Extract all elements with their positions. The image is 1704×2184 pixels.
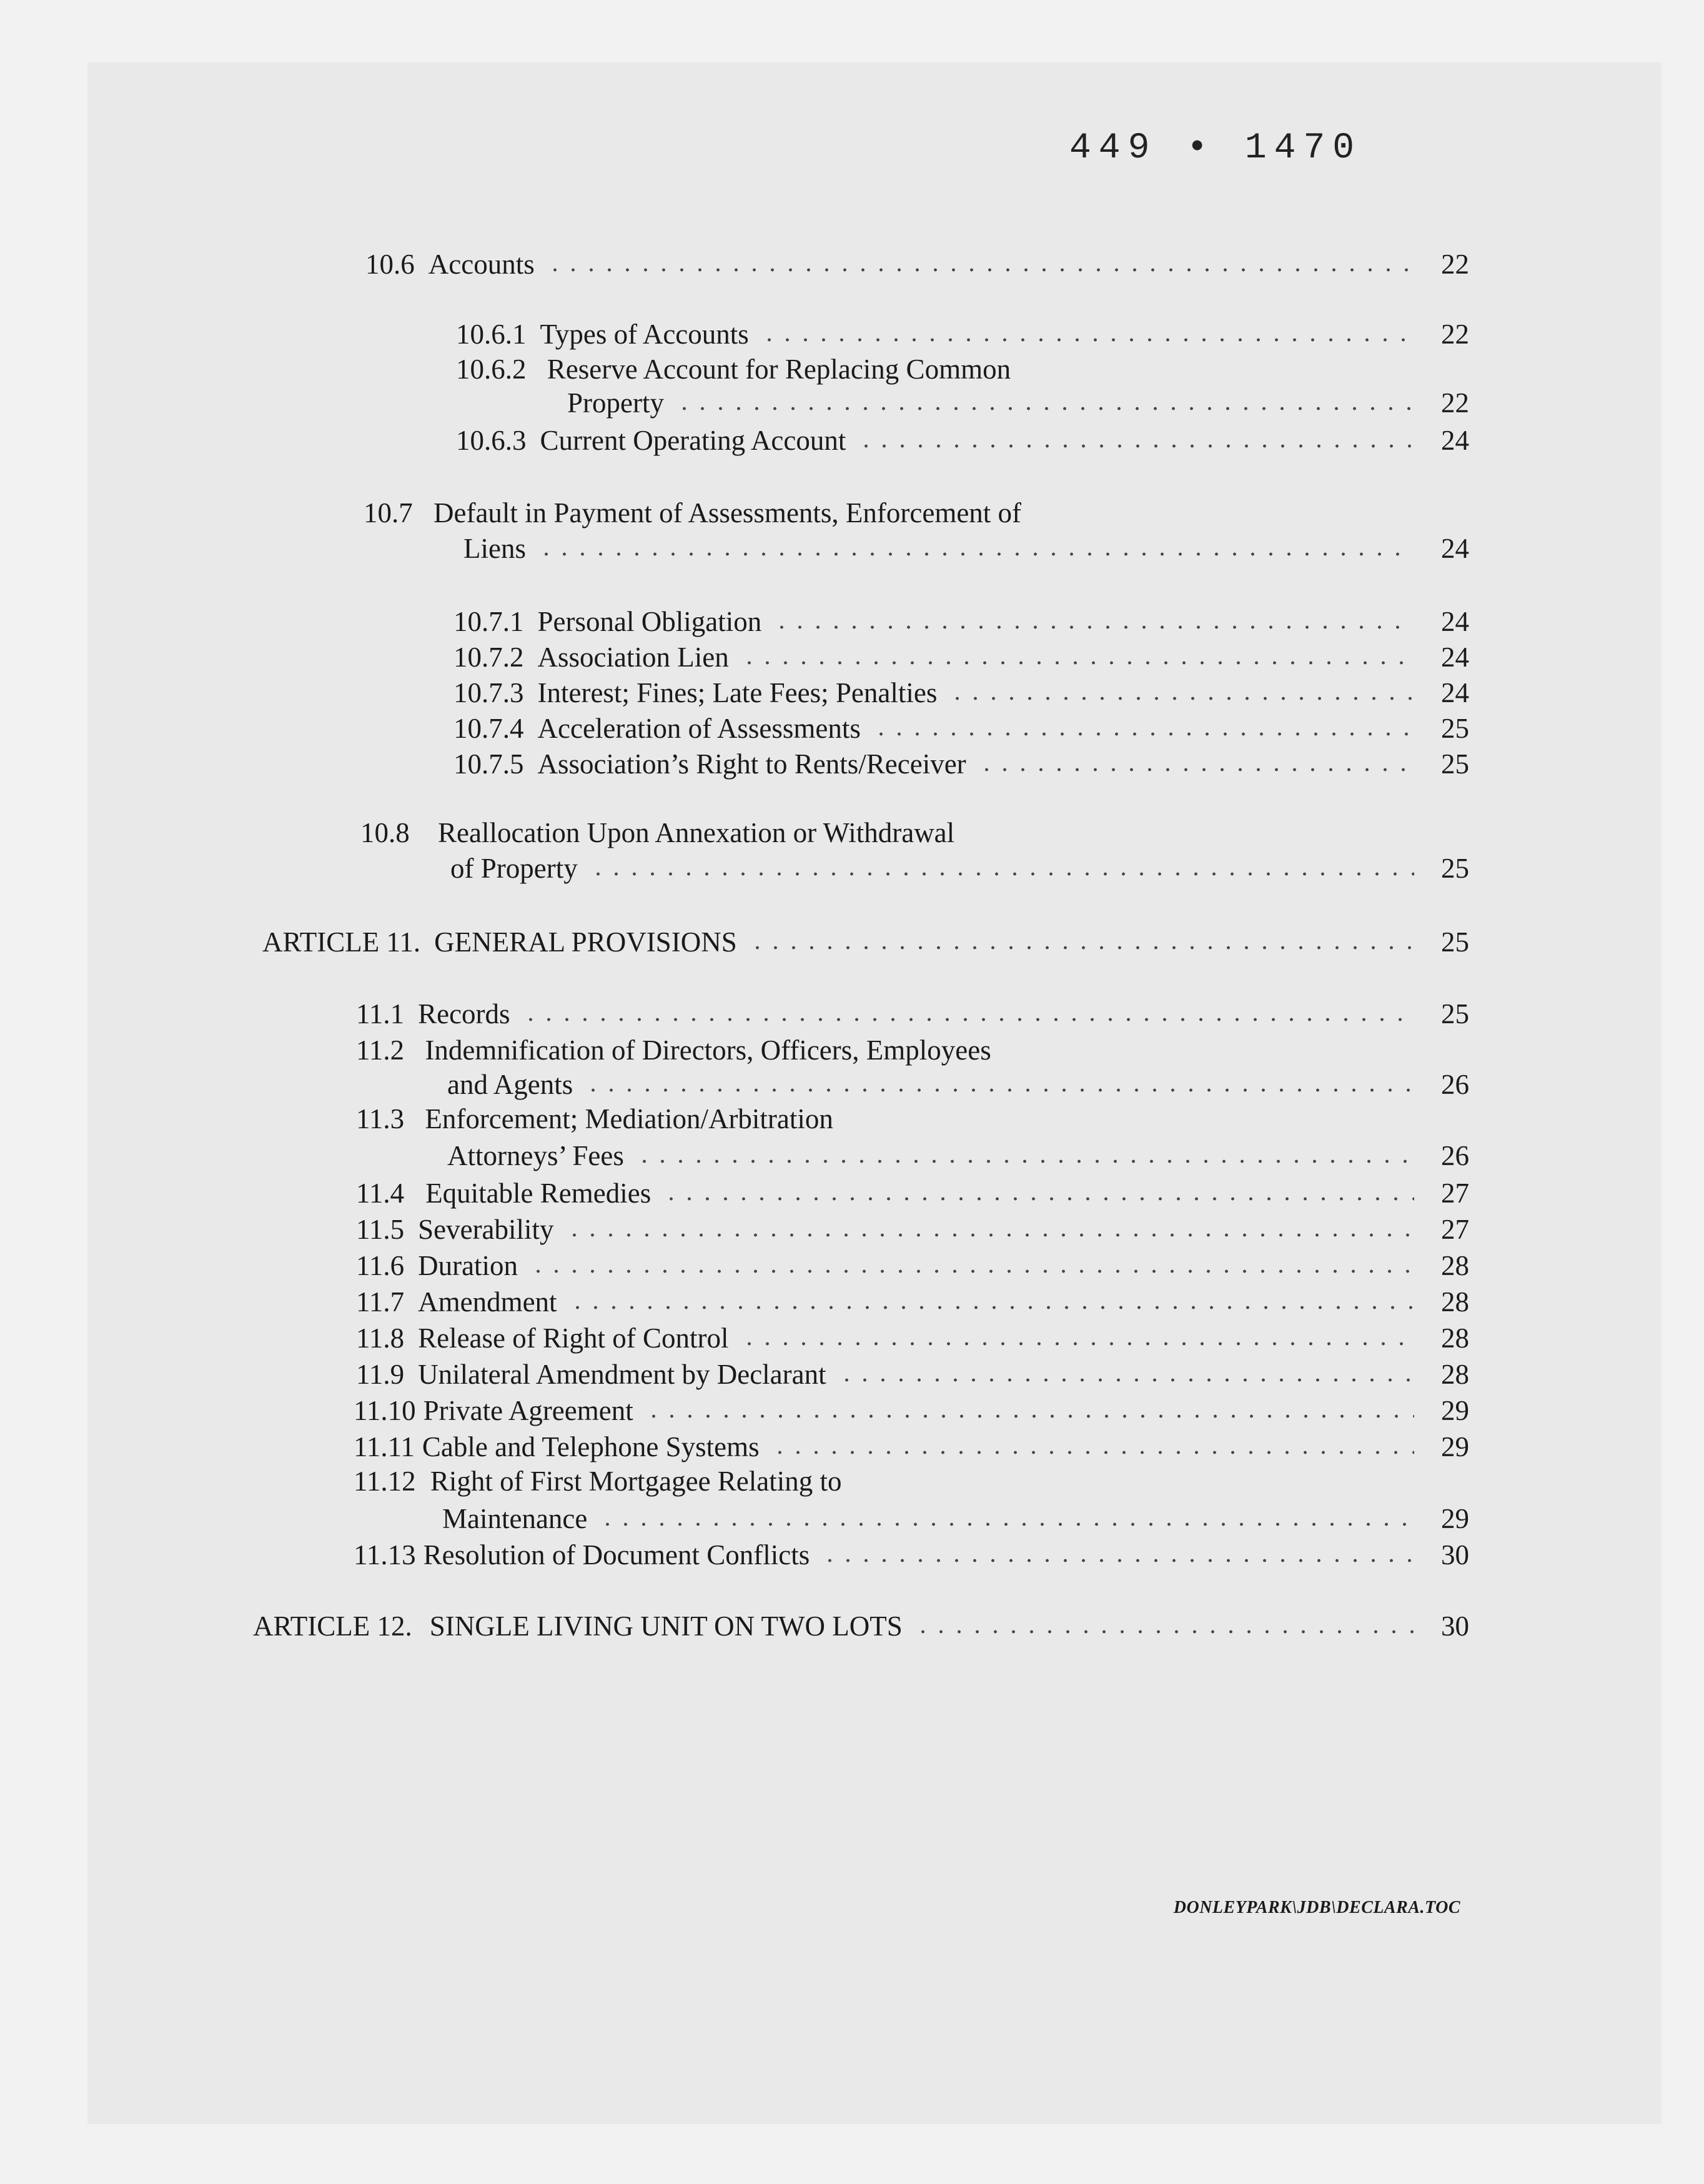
page-number: 27 [1441, 1214, 1469, 1246]
dot-leader [821, 1558, 1414, 1563]
article-number: ARTICLE 11. [262, 926, 421, 958]
section-number: 10.6.1 [456, 319, 527, 350]
dot-leader [522, 1017, 1414, 1022]
section-title: Records [418, 998, 510, 1030]
dot-leader [635, 1159, 1414, 1164]
dot-leader [748, 945, 1414, 950]
toc-entry [453, 601, 1469, 638]
dot-leader [740, 1341, 1414, 1346]
page-number: 22 [1441, 387, 1469, 419]
dot-leader [838, 1377, 1414, 1382]
section-title: Right of First Mortgagee Relating to [430, 1466, 842, 1497]
dot-leader [771, 1450, 1414, 1455]
article-title: SINGLE LIVING UNIT ON TWO LOTS [429, 1611, 903, 1642]
page-number: 30 [1441, 1611, 1469, 1642]
dot-leader [662, 1196, 1414, 1201]
section-title: Indemnification of Directors, Officers, Employees [425, 1035, 991, 1066]
page-number: 28 [1441, 1323, 1469, 1354]
section-title: Types of Accounts [540, 319, 749, 350]
section-title: Enforcement; Mediation/Arbitration [425, 1103, 833, 1134]
dot-leader [760, 337, 1414, 342]
page-number: 28 [1441, 1250, 1469, 1282]
toc-entry [354, 1390, 1469, 1427]
dot-leader [589, 871, 1414, 876]
section-number: 10.6.3 [456, 425, 527, 457]
toc-entry-first-line [360, 817, 954, 849]
page-number: 29 [1441, 1395, 1469, 1427]
toc-entry [453, 637, 1469, 674]
section-title-continuation: Maintenance [442, 1503, 588, 1535]
toc-entry-first-line [354, 1465, 842, 1497]
dot-leader [568, 1305, 1414, 1310]
section-number: 10.8 [360, 817, 410, 848]
toc-entry [356, 1245, 1469, 1283]
toc-entry [356, 1173, 1469, 1210]
section-title: Unilateral Amendment by Declarant [418, 1359, 826, 1391]
section-title: Amendment [418, 1286, 557, 1318]
toc-entry-first-line [356, 1034, 991, 1066]
section-title: Interest; Fines; Late Fees; Penalties [537, 677, 938, 709]
dot-leader [645, 1414, 1414, 1419]
section-title: Private Agreement [423, 1395, 633, 1427]
toc-entry-first-line [356, 1103, 833, 1135]
document-file-path: DONLEYPARK\JDB\DECLARA.TOC [1173, 1898, 1460, 1917]
section-number: 10.6 [365, 249, 415, 280]
book-page-stamp: 449 • 1470 [1069, 128, 1362, 169]
section-title: Reserve Account for Replacing Common [547, 354, 1011, 385]
section-number: 11.11 [354, 1431, 415, 1463]
toc-entry [356, 1281, 1469, 1319]
toc-entry-continuation [447, 1135, 1469, 1173]
toc-entry [356, 1318, 1469, 1355]
page-number: 24 [1441, 425, 1469, 457]
page-number: 25 [1441, 853, 1469, 885]
section-title: Release of Right of Control [418, 1323, 729, 1354]
section-number: 11.7 [356, 1286, 405, 1318]
section-number: 11.5 [356, 1214, 405, 1246]
section-number: 11.1 [356, 998, 405, 1030]
toc-entry [354, 1426, 1469, 1464]
toc-entry [365, 244, 1469, 281]
toc-entry [456, 314, 1469, 351]
page-number: 25 [1441, 748, 1469, 780]
section-title-continuation: Liens [463, 533, 526, 565]
dot-leader [857, 444, 1414, 449]
dot-leader [546, 267, 1414, 272]
toc-entry [453, 708, 1469, 745]
dot-leader [872, 732, 1414, 737]
page-number: 29 [1441, 1431, 1469, 1463]
toc-entry-continuation [463, 528, 1469, 565]
page-number: 24 [1441, 533, 1469, 565]
toc-entry-continuation [447, 1064, 1469, 1101]
section-number: 11.8 [356, 1323, 405, 1354]
section-number: 11.9 [356, 1359, 405, 1391]
article-title: GENERAL PROVISIONS [434, 926, 737, 958]
section-number: 10.7.5 [453, 748, 524, 780]
section-number: 11.4 [356, 1178, 405, 1209]
section-title: Accounts [428, 249, 535, 280]
section-title: Reallocation Upon Annexation or Withdrawal [438, 817, 955, 848]
page-number: 29 [1441, 1503, 1469, 1535]
toc-entry [453, 672, 1469, 710]
section-title: Association’s Right to Rents/Receiver [537, 748, 966, 780]
section-title: Association Lien [537, 642, 729, 673]
section-number: 10.7.4 [453, 713, 524, 745]
page-number: 26 [1441, 1069, 1469, 1101]
dot-leader [529, 1269, 1414, 1274]
article-number: ARTICLE 12. [253, 1611, 412, 1642]
dot-leader [537, 552, 1414, 557]
toc-entry-continuation [442, 1498, 1469, 1536]
toc-entry-first-line [456, 353, 1011, 385]
section-number: 10.6.2 [456, 354, 527, 385]
toc-entry [456, 420, 1469, 457]
page-number: 24 [1441, 677, 1469, 709]
page-number: 26 [1441, 1140, 1469, 1172]
page-number: 22 [1441, 249, 1469, 280]
toc-article-heading [253, 1606, 1469, 1643]
page-number: 25 [1441, 998, 1469, 1030]
dot-leader [598, 1522, 1414, 1527]
toc-entry [453, 743, 1469, 781]
section-number: 10.7 [364, 497, 413, 529]
section-number: 10.7.1 [453, 606, 524, 638]
section-title-continuation: of Property [450, 853, 578, 885]
page-number: 25 [1441, 926, 1469, 958]
page-number: 28 [1441, 1359, 1469, 1391]
section-title: Cable and Telephone Systems [422, 1431, 760, 1463]
dot-leader [565, 1233, 1414, 1238]
dot-leader [584, 1088, 1414, 1093]
page-number: 24 [1441, 606, 1469, 638]
toc-entry [356, 1209, 1469, 1246]
section-title-continuation: Attorneys’ Fees [447, 1140, 624, 1172]
section-number: 11.3 [356, 1103, 405, 1134]
page-number: 24 [1441, 642, 1469, 673]
section-number: 10.7.2 [453, 642, 524, 673]
section-title: Personal Obligation [537, 606, 762, 638]
toc-entry-continuation [450, 848, 1469, 885]
section-title: Default in Payment of Assessments, Enforcement of [433, 497, 1022, 529]
section-number: 11.13 [354, 1539, 416, 1571]
dot-leader [773, 625, 1414, 630]
dot-leader [675, 406, 1414, 411]
toc-entry [356, 1354, 1469, 1391]
section-title: Acceleration of Assessments [537, 713, 861, 745]
page-number: 25 [1441, 713, 1469, 745]
section-number: 11.10 [354, 1395, 416, 1427]
dot-leader [978, 767, 1414, 772]
section-number: 11.6 [356, 1250, 405, 1282]
page-number: 30 [1441, 1539, 1469, 1571]
toc-article-heading [262, 921, 1469, 959]
toc-entry [354, 1534, 1469, 1572]
section-title: Current Operating Account [540, 425, 846, 457]
section-title-continuation: and Agents [447, 1069, 573, 1101]
section-title: Resolution of Document Conflicts [423, 1539, 810, 1571]
toc-entry-continuation [567, 382, 1469, 420]
section-number: 11.12 [354, 1466, 416, 1497]
section-title: Severability [418, 1214, 554, 1246]
toc-entry [356, 993, 1469, 1031]
section-title: Equitable Remedies [425, 1178, 651, 1209]
page-number: 22 [1441, 319, 1469, 350]
toc-entry-first-line [364, 497, 1021, 529]
section-number: 11.2 [356, 1035, 405, 1066]
section-title: Duration [418, 1250, 518, 1282]
page-number: 28 [1441, 1286, 1469, 1318]
section-title-continuation: Property [567, 387, 664, 419]
dot-leader [740, 660, 1414, 665]
dot-leader [948, 696, 1414, 701]
dot-leader [914, 1629, 1414, 1634]
page-number: 27 [1441, 1178, 1469, 1209]
section-number: 10.7.3 [453, 677, 524, 709]
